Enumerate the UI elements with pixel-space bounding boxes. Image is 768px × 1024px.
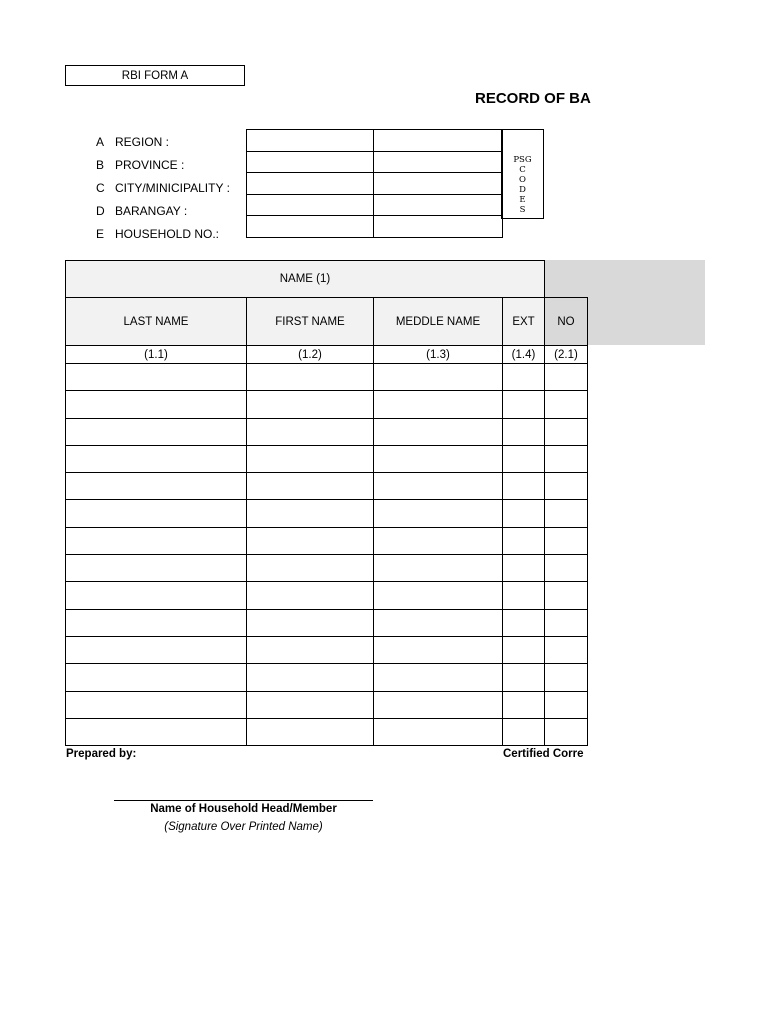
form-id: RBI FORM A <box>121 69 189 82</box>
ext-cell[interactable] <box>503 664 545 691</box>
column-code-last-name: (1.1) <box>66 346 247 364</box>
no-cell[interactable] <box>545 418 588 445</box>
first-name-cell[interactable] <box>247 473 374 500</box>
column-code-first-name: (1.2) <box>247 346 374 364</box>
ext-cell[interactable] <box>503 445 545 472</box>
table-row <box>66 473 588 500</box>
ext-cell[interactable] <box>503 473 545 500</box>
column-header-first-name: FIRST NAME <box>247 298 374 346</box>
middle-name-cell[interactable] <box>374 500 503 527</box>
psg-codes-label: O <box>519 175 526 185</box>
barangay-field[interactable] <box>247 194 374 216</box>
province-field[interactable] <box>247 151 374 173</box>
first-name-cell[interactable] <box>247 364 374 391</box>
region-field[interactable] <box>247 130 374 152</box>
first-name-cell[interactable] <box>247 636 374 663</box>
city-code-field[interactable] <box>374 173 503 195</box>
first-name-cell[interactable] <box>247 500 374 527</box>
middle-name-cell[interactable] <box>374 609 503 636</box>
middle-name-cell[interactable] <box>374 445 503 472</box>
middle-name-cell[interactable] <box>374 582 503 609</box>
table-row <box>66 582 588 609</box>
first-name-cell[interactable] <box>247 582 374 609</box>
barangay-label: BARANGAY : <box>115 204 188 218</box>
first-name-cell[interactable] <box>247 609 374 636</box>
no-cell[interactable] <box>545 364 588 391</box>
region-code-field[interactable] <box>374 130 503 152</box>
row-letter-a: A <box>96 135 105 149</box>
no-cell[interactable] <box>545 582 588 609</box>
last-name-cell[interactable] <box>66 555 247 582</box>
column-code-ext: (1.4) <box>503 346 545 364</box>
first-name-cell[interactable] <box>247 527 374 554</box>
first-name-cell[interactable] <box>247 445 374 472</box>
no-cell[interactable] <box>545 555 588 582</box>
header-spacer <box>545 261 588 298</box>
last-name-cell[interactable] <box>66 445 247 472</box>
household-members-table <box>65 260 588 746</box>
table-row <box>66 391 588 418</box>
ext-cell[interactable] <box>503 582 545 609</box>
column-header-last-name: LAST NAME <box>66 298 247 346</box>
middle-name-cell[interactable] <box>374 364 503 391</box>
first-name-cell[interactable] <box>247 691 374 718</box>
middle-name-cell[interactable] <box>374 691 503 718</box>
ext-cell[interactable] <box>503 418 545 445</box>
psg-codes-box <box>501 129 544 219</box>
household-no-code-field[interactable] <box>374 216 503 238</box>
province-code-field[interactable] <box>374 151 503 173</box>
middle-name-cell[interactable] <box>374 418 503 445</box>
column-header-middle-name: MEDDLE NAME <box>374 298 503 346</box>
region-label: REGION : <box>115 135 170 149</box>
province-label: PROVINCE : <box>115 158 185 172</box>
last-name-cell[interactable] <box>66 364 247 391</box>
row-letter-e: E <box>96 227 105 241</box>
last-name-cell[interactable] <box>66 527 247 554</box>
location-code-grid <box>246 129 503 238</box>
barangay-code-field[interactable] <box>374 194 503 216</box>
middle-name-cell[interactable] <box>374 664 503 691</box>
page-title: RECORD OF BA <box>475 90 591 107</box>
ext-cell[interactable] <box>503 718 545 745</box>
ext-cell[interactable] <box>503 364 545 391</box>
signature-name-label: Name of Household Head/Member <box>150 803 337 815</box>
certified-label: Certified Corre <box>503 748 584 760</box>
table-row <box>66 364 588 391</box>
table-row <box>66 500 588 527</box>
name-group-header: NAME (1) <box>66 261 545 298</box>
no-cell[interactable] <box>545 691 588 718</box>
column-header-ext: EXT <box>503 298 545 346</box>
no-cell[interactable] <box>545 718 588 745</box>
table-row <box>66 718 588 745</box>
table-row <box>66 691 588 718</box>
household-no-field[interactable] <box>247 216 374 238</box>
signature-note-label: (Signature Over Printed Name) <box>164 821 323 833</box>
no-cell[interactable] <box>545 664 588 691</box>
no-cell[interactable] <box>545 527 588 554</box>
column-code-middle-name: (1.3) <box>374 346 503 364</box>
household-no-label: HOUSEHOLD NO.: <box>115 227 220 241</box>
last-name-cell[interactable] <box>66 691 247 718</box>
last-name-cell[interactable] <box>66 609 247 636</box>
last-name-cell[interactable] <box>66 418 247 445</box>
first-name-cell[interactable] <box>247 718 374 745</box>
no-cell[interactable] <box>545 391 588 418</box>
last-name-cell[interactable] <box>66 500 247 527</box>
psg-codes-label: PSG <box>513 155 532 165</box>
table-body <box>66 364 588 746</box>
city-field[interactable] <box>247 173 374 195</box>
row-letter-d: D <box>96 204 105 218</box>
table-row <box>66 555 588 582</box>
last-name-cell[interactable] <box>66 473 247 500</box>
middle-name-cell[interactable] <box>374 636 503 663</box>
table-row <box>66 664 588 691</box>
ext-cell[interactable] <box>503 609 545 636</box>
middle-name-cell[interactable] <box>374 718 503 745</box>
prepared-by-label: Prepared by: <box>66 748 137 760</box>
city-label: CITY/MINICIPALITY : <box>115 181 230 195</box>
last-name-cell[interactable] <box>66 391 247 418</box>
psg-codes-label: C <box>519 165 526 175</box>
table-row <box>66 418 588 445</box>
last-name-cell[interactable] <box>66 636 247 663</box>
no-cell[interactable] <box>545 609 588 636</box>
middle-name-cell[interactable] <box>374 391 503 418</box>
last-name-cell[interactable] <box>66 582 247 609</box>
first-name-cell[interactable] <box>247 418 374 445</box>
no-cell[interactable] <box>545 445 588 472</box>
signature-line[interactable] <box>114 800 373 801</box>
ext-cell[interactable] <box>503 636 545 663</box>
ext-cell[interactable] <box>503 691 545 718</box>
ext-cell[interactable] <box>503 555 545 582</box>
column-header-no: NO <box>545 298 588 346</box>
row-letter-b: B <box>96 158 105 172</box>
form-id-box <box>65 65 245 86</box>
no-cell[interactable] <box>545 636 588 663</box>
table-row <box>66 445 588 472</box>
first-name-cell[interactable] <box>247 391 374 418</box>
psg-codes-label: S <box>519 205 526 215</box>
middle-name-cell[interactable] <box>374 555 503 582</box>
no-cell[interactable] <box>545 500 588 527</box>
ext-cell[interactable] <box>503 391 545 418</box>
psg-codes-label: E <box>519 195 526 205</box>
middle-name-cell[interactable] <box>374 473 503 500</box>
column-code-no: (2.1) <box>545 346 588 364</box>
table-row <box>66 636 588 663</box>
middle-name-cell[interactable] <box>374 527 503 554</box>
last-name-cell[interactable] <box>66 718 247 745</box>
first-name-cell[interactable] <box>247 664 374 691</box>
no-cell[interactable] <box>545 473 588 500</box>
last-name-cell[interactable] <box>66 664 247 691</box>
table-row <box>66 527 588 554</box>
ext-cell[interactable] <box>503 527 545 554</box>
row-letter-c: C <box>96 181 105 195</box>
table-row <box>66 609 588 636</box>
psg-codes-label: D <box>519 185 526 195</box>
ext-cell[interactable] <box>503 500 545 527</box>
first-name-cell[interactable] <box>247 555 374 582</box>
